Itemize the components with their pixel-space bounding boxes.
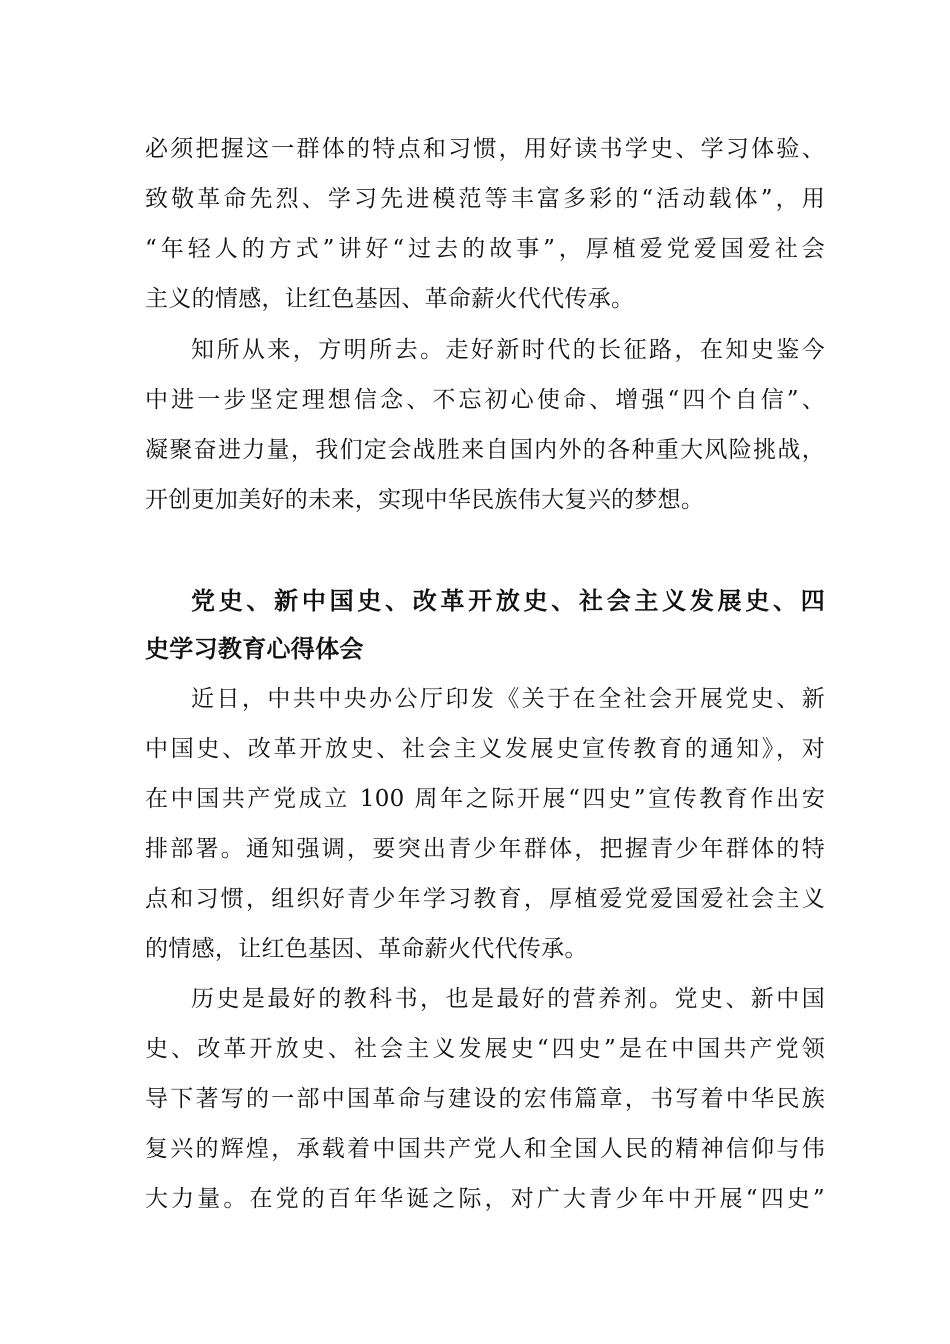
text-line: 复兴的辉煌，承载着中国共产党人和全国人民的精神信仰与伟	[145, 1136, 825, 1162]
text-line: 开创更加美好的未来，实现中华民族伟大复兴的梦想。	[145, 487, 705, 513]
text-line: 致敬革命先烈、学习先进模范等丰富多彩的“活动载体”，用	[145, 186, 825, 212]
text-line: 大力量。在党的百年华诞之际，对广大青少年中开展“四史”	[145, 1186, 825, 1212]
text-line: 中国史、改革开放史、社会主义发展史宣传教育的通知》，对	[145, 736, 825, 762]
text-line: 主义的情感，让红色基因、革命薪火代代传承。	[145, 286, 635, 312]
section-heading: 党史、新中国史、改革开放史、社会主义发展史、四	[191, 587, 825, 615]
paragraph-first-line: 知所从来，方明所去。走好新时代的长征路，在知史鉴今	[191, 337, 825, 363]
text-line: 必须把握这一群体的特点和习惯，用好读书学史、学习体验、	[145, 136, 825, 162]
text-line: 中进一步坚定理想信念、不忘初心使命、增强“四个自信”、	[145, 387, 825, 413]
text-line: 史、改革开放史、社会主义发展史“四史”是在中国共产党领	[145, 1036, 825, 1062]
text-line: 点和习惯，组织好青少年学习教育，厚植爱党爱国爱社会主义	[145, 886, 825, 912]
paragraph-first-line: 近日，中共中央办公厅印发《关于在全社会开展党史、新	[191, 686, 825, 712]
text-line: 导下著写的一部中国革命与建设的宏伟篇章，书写着中华民族	[145, 1086, 825, 1112]
text-line: 在中国共产党成立 100 周年之际开展“四史”宣传教育作出安	[145, 786, 825, 812]
section-heading-continued: 史学习教育心得体会	[145, 635, 364, 663]
text-line: 排部署。通知强调，要突出青少年群体，把握青少年群体的特	[145, 836, 825, 862]
text-line: “年轻人的方式”讲好“过去的故事”，厚植爱党爱国爱社会	[145, 236, 825, 262]
paragraph-first-line: 历史是最好的教科书，也是最好的营养剂。党史、新中国	[191, 986, 825, 1012]
text-line: 的情感，让红色基因、革命薪火代代传承。	[145, 936, 588, 962]
text-line: 凝聚奋进力量，我们定会战胜来自国内外的各种重大风险挑战，	[145, 437, 825, 463]
